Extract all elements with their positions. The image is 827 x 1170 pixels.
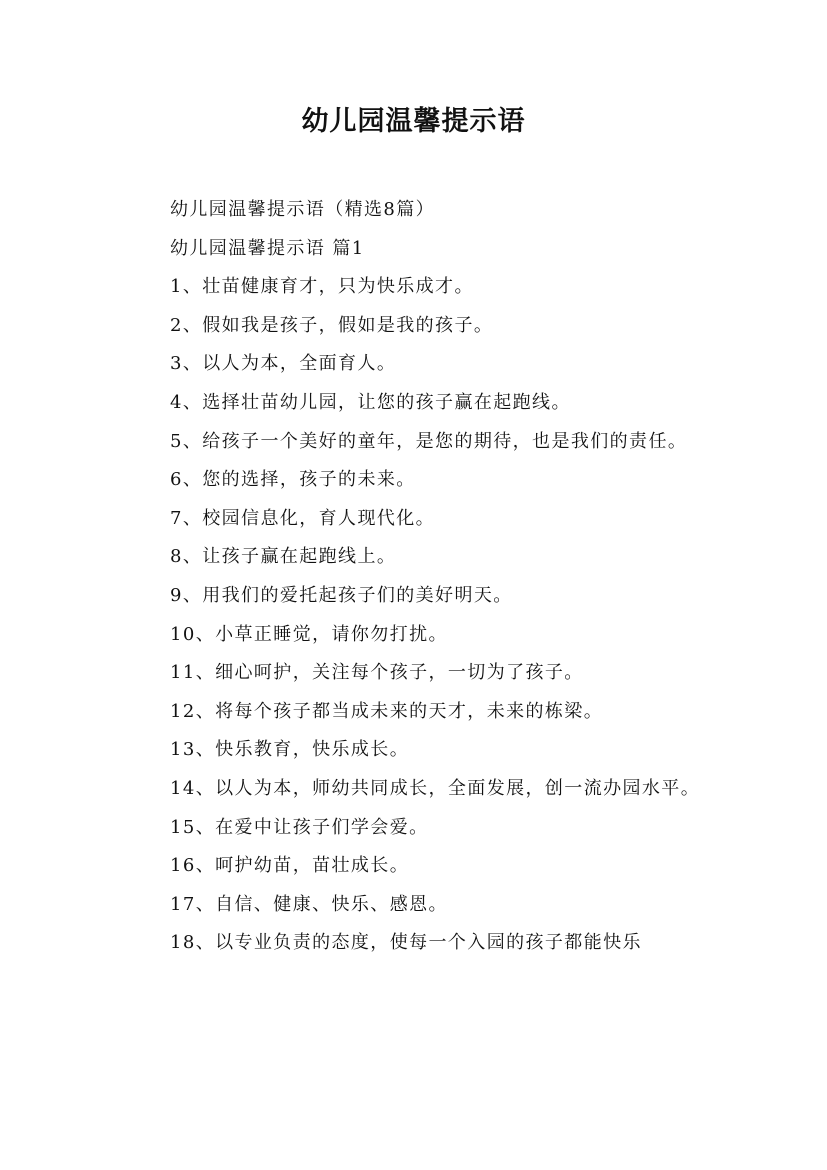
list-item-10: 10、小草正睡觉，请你勿打扰。: [170, 623, 448, 645]
document-body: [124, 191, 706, 963]
list-item-17: 17、自信、健康、快乐、感恩。: [170, 893, 448, 915]
list-item-8: 8、让孩子赢在起跑线上。: [170, 546, 397, 568]
list-item-7: 7、校园信息化，育人现代化。: [170, 507, 436, 529]
list-item-6: 6、您的选择，孩子的未来。: [170, 469, 416, 491]
list-item-13: 13、快乐教育，快乐成长。: [170, 739, 410, 761]
document-title: 幼儿园温馨提示语: [301, 106, 526, 137]
list-item-4: 4、选择壮苗幼儿园，让您的孩子赢在起跑线。: [170, 391, 571, 413]
list-item-3: 3、以人为本，全面育人。: [170, 353, 397, 375]
list-item-9: 9、用我们的爱托起孩子们的美好明天。: [170, 584, 513, 606]
paragraph-subtitle: 幼儿园温馨提示语（精选8篇）: [170, 199, 436, 220]
list-item-1: 1、壮苗健康育才，只为快乐成才。: [170, 276, 474, 298]
list-item-15: 15、在爱中让孩子们学会爱。: [170, 816, 429, 838]
list-item-16: 16、呵护幼苗，苗壮成长。: [170, 855, 410, 877]
list-item-2: 2、假如我是孩子，假如是我的孩子。: [170, 314, 494, 336]
list-item-11: 11、细心呵护，关注每个孩子，一切为了孩子。: [170, 662, 584, 684]
list-item-14: 14、以人为本，师幼共同成长，全面发展，创一流办园水平。: [170, 777, 701, 799]
list-item-5: 5、给孩子一个美好的童年，是您的期待，也是我们的责任。: [170, 430, 688, 452]
paragraph-section-heading: 幼儿园温馨提示语 篇1: [170, 237, 365, 259]
list-item-12: 12、将每个孩子都当成未来的天才，未来的栋梁。: [170, 700, 604, 722]
list-item-18: 18、以专业负责的态度，使每一个入园的孩子都能快乐: [170, 932, 642, 954]
